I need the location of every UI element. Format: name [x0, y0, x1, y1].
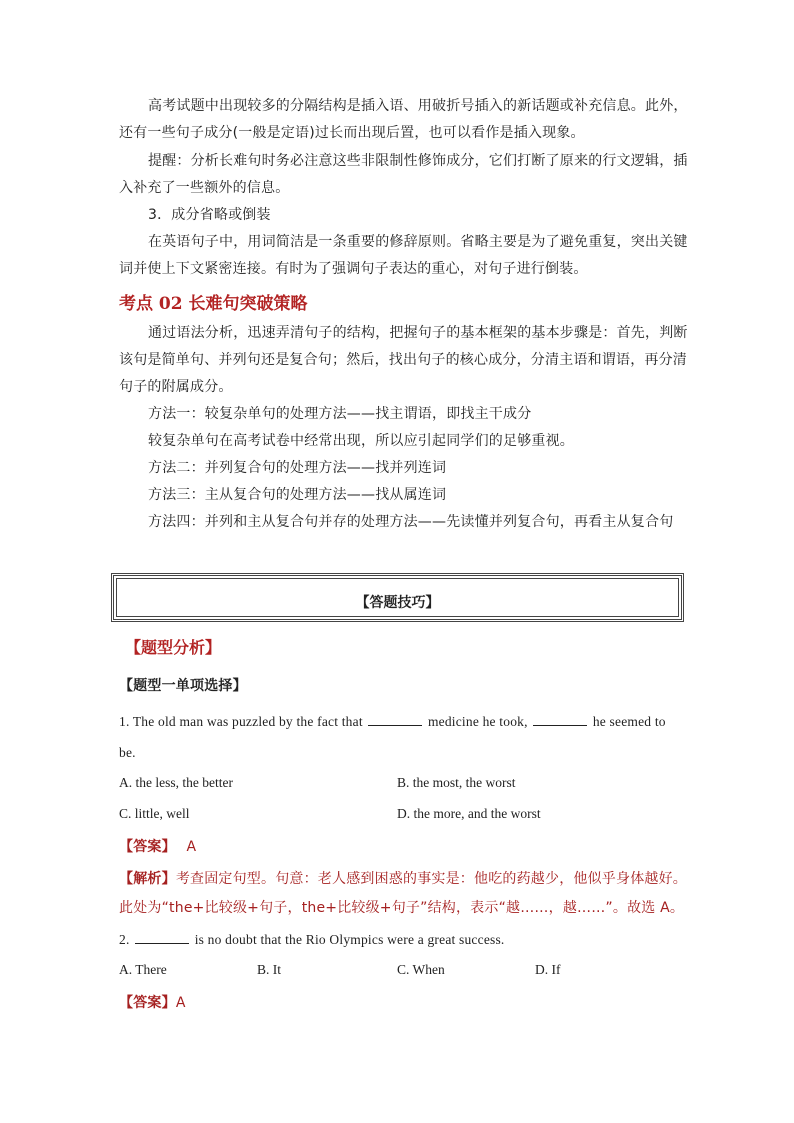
q1-option-a: A. the less, the better [119, 775, 233, 790]
question-type-label: 【题型一单项选择】 [119, 678, 247, 694]
q2-answer-label: 【答案】 [119, 995, 176, 1011]
question-analysis-title: 【题型分析】 [125, 638, 222, 657]
q1-answer-label: 【答案】 [119, 839, 176, 855]
q1-option-b: B. the most, the worst [397, 775, 516, 790]
q1-stem-part-c: he seemed to [592, 714, 666, 729]
para3-line1: 通过语法分析，迅速弄清句子的结构，把握句子的基本框架的基本步骤是：首先，判断 [148, 325, 688, 341]
q2-option-a: A. There [119, 962, 167, 977]
method-1-note: 较复杂单句在高考试卷中经常出现，所以应引起同学们的足够重视。 [148, 433, 574, 449]
q1-option-c: C. little, well [119, 806, 190, 821]
q2-stem-part-a: 2. [119, 932, 130, 947]
q2-stem-part-b: is no doubt that the Rio Olympics were a great success. [194, 932, 505, 947]
q1-stem-line2: be. [119, 745, 136, 760]
q2-answer-value: A [175, 995, 186, 1011]
para3-line2: 该句是简单句、并列句还是复合句；然后，找出句子的核心成分，分清主语和谓语，再分清 [119, 352, 687, 368]
q2-blank [135, 931, 189, 944]
item-3-heading: 3．成分省略或倒装 [148, 207, 271, 223]
para1-line1: 高考试题中出现较多的分隔结构是插入语、用破折号插入的新话题或补充信息。此外， [148, 98, 688, 114]
q1-option-d: D. the more, and the worst [397, 806, 541, 821]
q2-option-d: D. If [535, 962, 561, 977]
q1-answer-value: A [186, 839, 197, 855]
para3-line3: 句子的附属成分。 [119, 379, 233, 395]
method-1: 方法一：较复杂单句的处理方法——找主谓语，即找主干成分 [148, 406, 532, 422]
tip-line1: 提醒：分析长难句时务必注意这些非限制性修饰成分，它们打断了原来的行文逻辑，插 [148, 153, 688, 169]
q1-analysis-label: 【解析】 [119, 871, 176, 887]
q1-stem-line1 [119, 712, 666, 732]
q1-analysis-line1 [119, 869, 687, 889]
method-2: 方法二：并列复合句的处理方法——找并列连词 [148, 460, 447, 476]
answer-tips-title: 【答题技巧】 [355, 595, 440, 611]
para2-line2: 词并使上下文紧密连接。有时为了强调句子表达的重心，对句子进行倒装。 [119, 261, 588, 277]
q2-stem [119, 930, 505, 950]
q1-blank-1 [368, 713, 422, 726]
method-3: 方法三：主从复合句的处理方法——找从属连词 [148, 487, 447, 503]
q1-answer-line [119, 837, 196, 857]
section-heading-kaodian-02: 考点 02 长难句突破策略 [119, 294, 308, 314]
para2-line1: 在英语句子中，用词简洁是一条重要的修辞原则。省略主要是为了避免重复，突出关键 [148, 234, 688, 250]
q1-stem-part-a: 1. The old man was puzzled by the fact that [119, 714, 363, 729]
q1-analysis-text: 考查固定句型。句意：老人感到困惑的事实是：他吃的药越少，他似乎身体越好。 [175, 871, 688, 887]
q2-option-c: C. When [397, 962, 445, 977]
tip-line2: 入补充了一些额外的信息。 [119, 180, 290, 196]
q1-blank-2 [533, 713, 587, 726]
q2-answer-line [119, 993, 186, 1013]
q2-option-b: B. It [257, 962, 282, 977]
q1-analysis-line2: 此处为“the+比较级+句子，the+比较级+句子”结构，表示“越……，越……”。故选 A。 [119, 900, 685, 916]
method-4: 方法四：并列和主从复合句并存的处理方法——先读懂并列复合句，再看主从复合句 [148, 514, 674, 530]
q1-stem-part-b: medicine he took, [427, 714, 528, 729]
para1-line2: 还有一些句子成分(一般是定语)过长而出现后置，也可以看作是插入现象。 [119, 125, 585, 141]
answer-tips-box [111, 573, 684, 622]
